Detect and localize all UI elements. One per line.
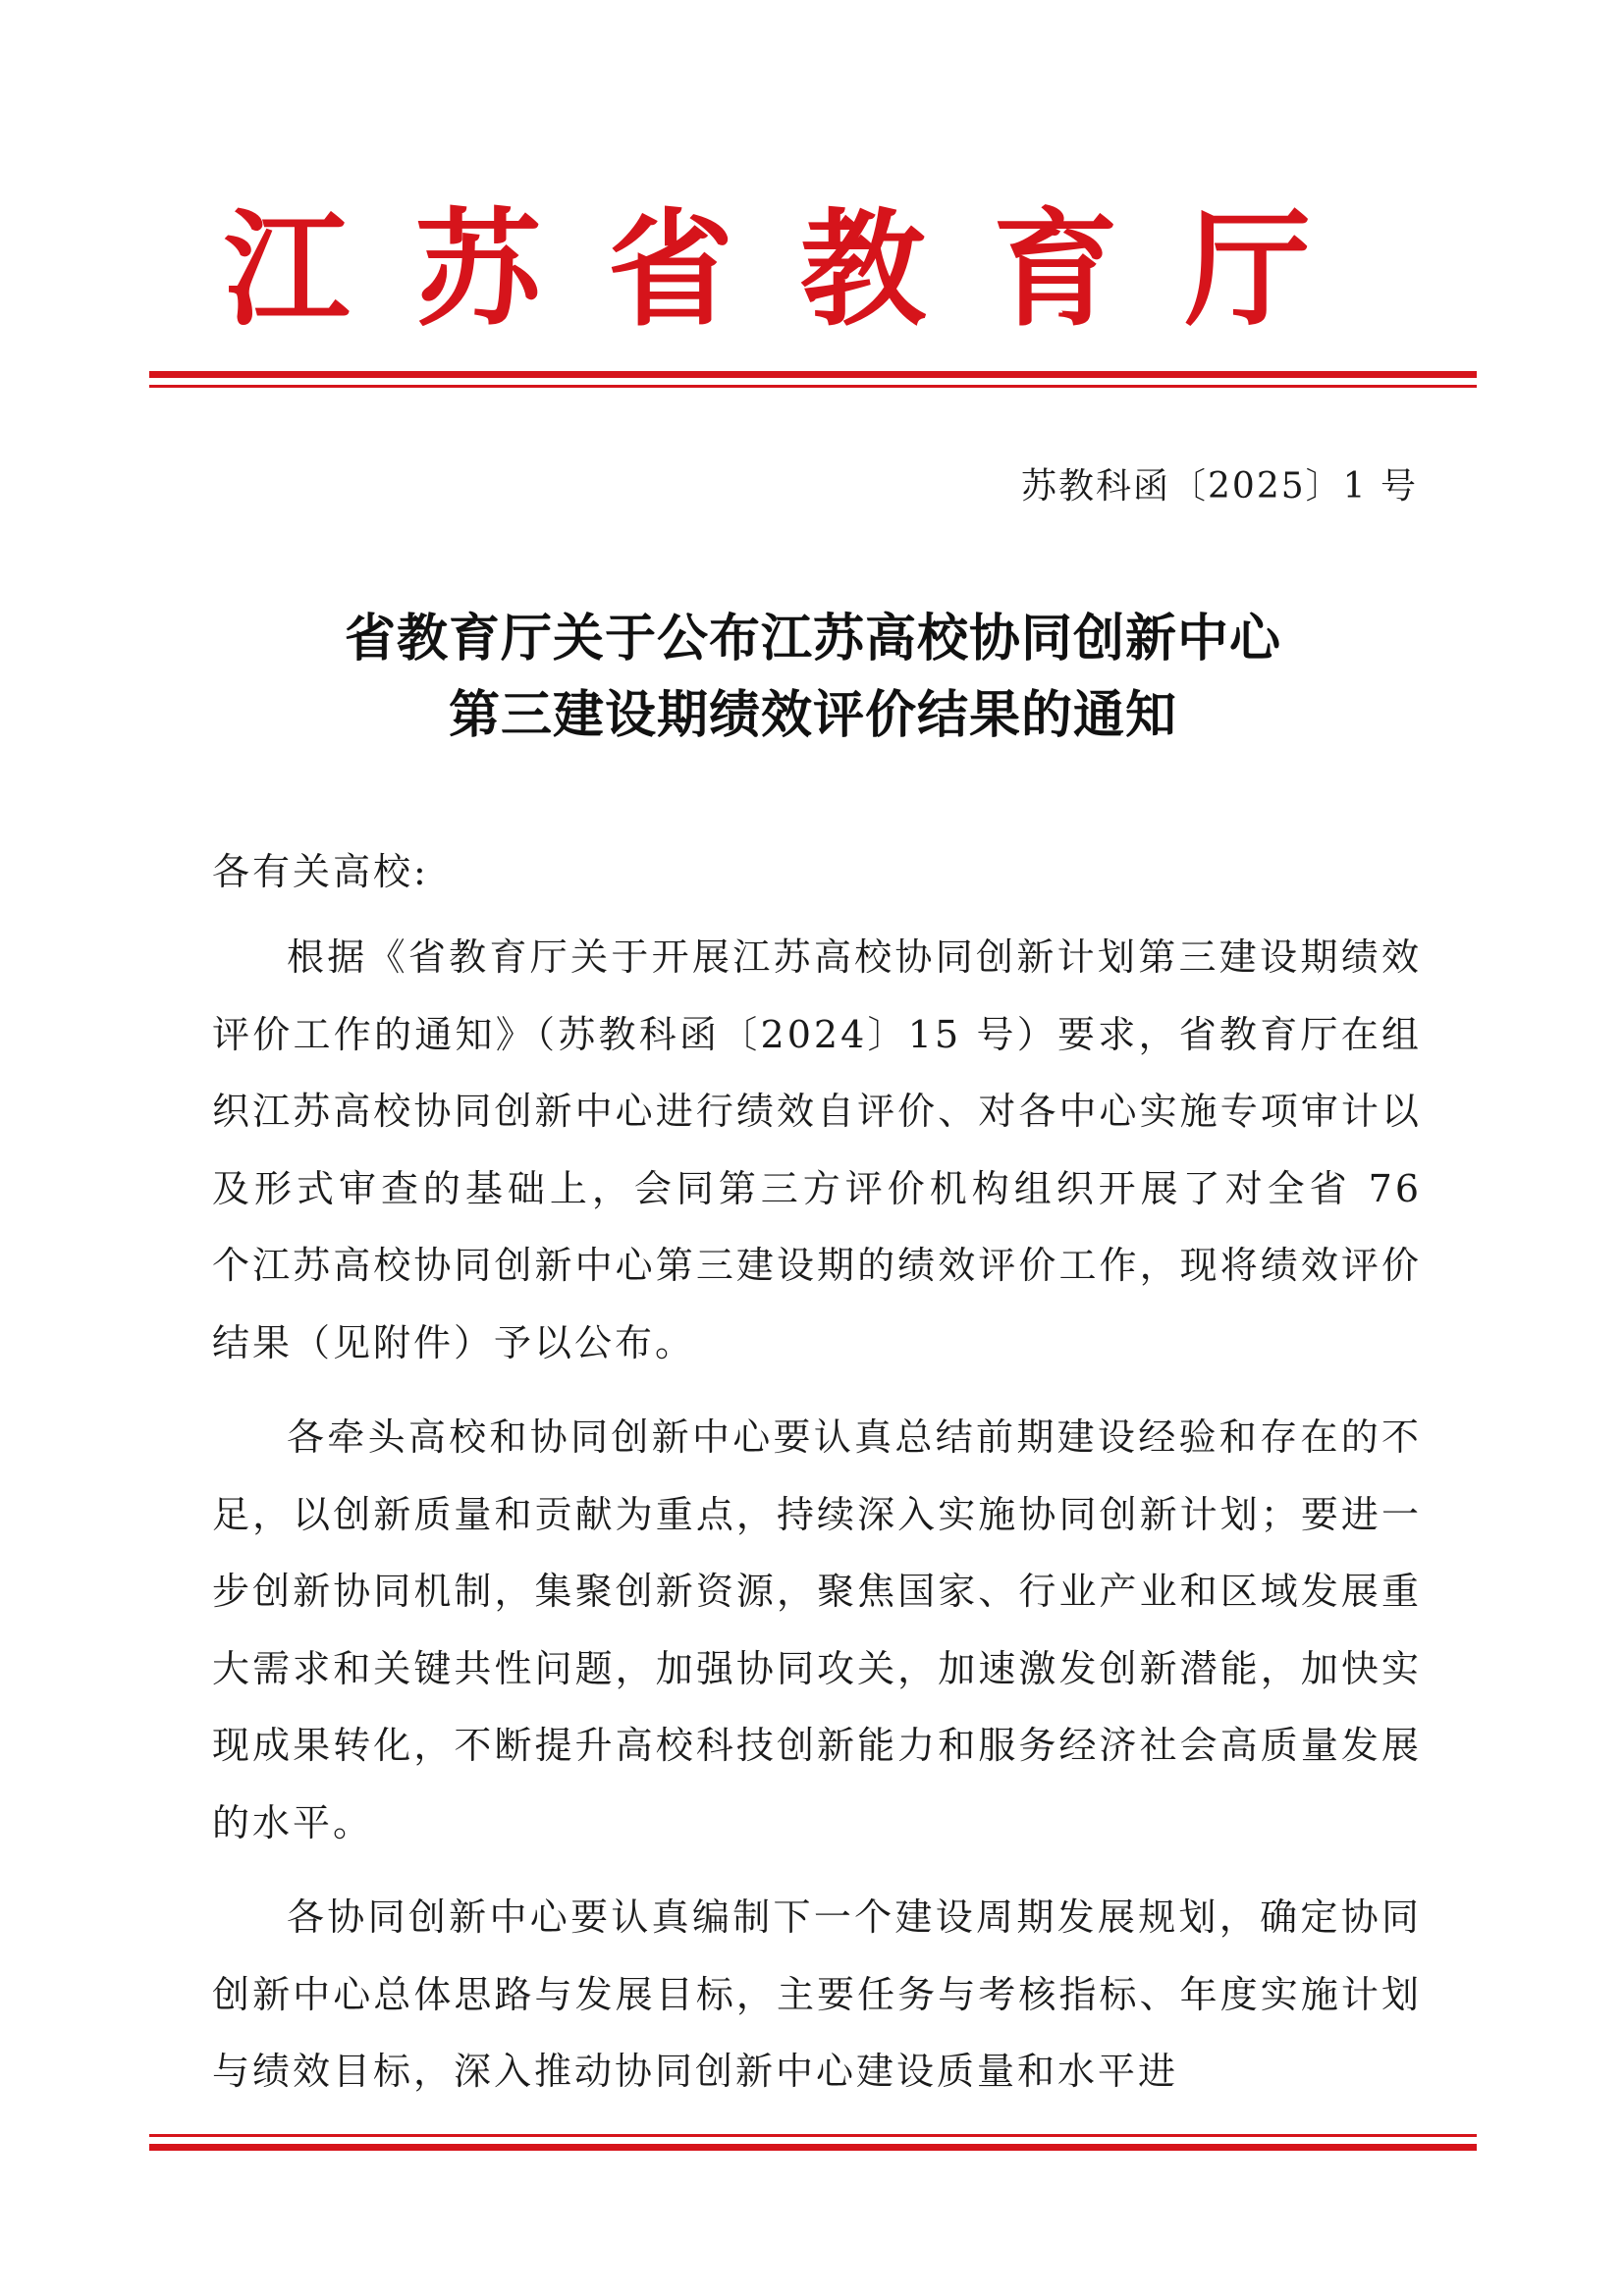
- masthead-char-1: 江: [223, 196, 350, 344]
- footer-divider-thin: [149, 2134, 1477, 2137]
- paragraph-1: 根据《省教育厅关于开展江苏高校协同创新计划第三建设期绩效评价工作的通知》（苏教科函〔2024〕15 号）要求，省教育厅在组织江苏高校协同创新中心进行绩效自评价、对各中心实施专项审计以及形式审查的基础上，会同第三方评价机构组织开展了对全省 76 个江苏高校协同创新中心第三建设期的绩效评价工作，现将绩效评价结果（见附件）予以公布。: [212, 935, 1422, 1364]
- document-title-line-2: 第三建设期绩效评价结果的通知: [448, 686, 1177, 745]
- masthead: [0, 196, 1624, 363]
- masthead-divider-thick: [149, 371, 1477, 378]
- document-title-line-1: 省教育厅关于公布江苏高校协同创新中心: [344, 610, 1281, 668]
- footer-divider-thick: [149, 2144, 1477, 2151]
- masthead-char-2: 苏: [414, 196, 541, 344]
- masthead-char-4: 教: [799, 196, 926, 344]
- salutation: 各有关高校:: [212, 850, 429, 893]
- paragraph-3: 各协同创新中心要认真编制下一个建设周期发展规划，确定协同创新中心总体思路与发展目标，主要任务与考核指标、年度实施计划与绩效目标，深入推动协同创新中心建设质量和水平进: [212, 1896, 1422, 2093]
- masthead-divider-thin: [149, 385, 1477, 388]
- document-body: [212, 919, 1422, 2128]
- masthead-char-3: 省: [607, 196, 733, 344]
- paragraph-2: 各牵头高校和协同创新中心要认真总结前期建设经验和存在的不足，以创新质量和贡献为重点，持续深入实施协同创新计划；要进一步创新协同机制，集聚创新资源，聚焦国家、行业产业和区域发展重大需求和关键共性问题，加强协同攻关，加速激发创新潜能，加快实现成果转化，不断提升高校科技创新能力和服务经济社会高质量发展的水平。: [212, 1415, 1422, 1844]
- document-number: 苏教科函〔2025〕1 号: [1021, 466, 1418, 507]
- masthead-char-5: 育: [992, 196, 1118, 344]
- masthead-char-6: 厅: [1184, 196, 1311, 344]
